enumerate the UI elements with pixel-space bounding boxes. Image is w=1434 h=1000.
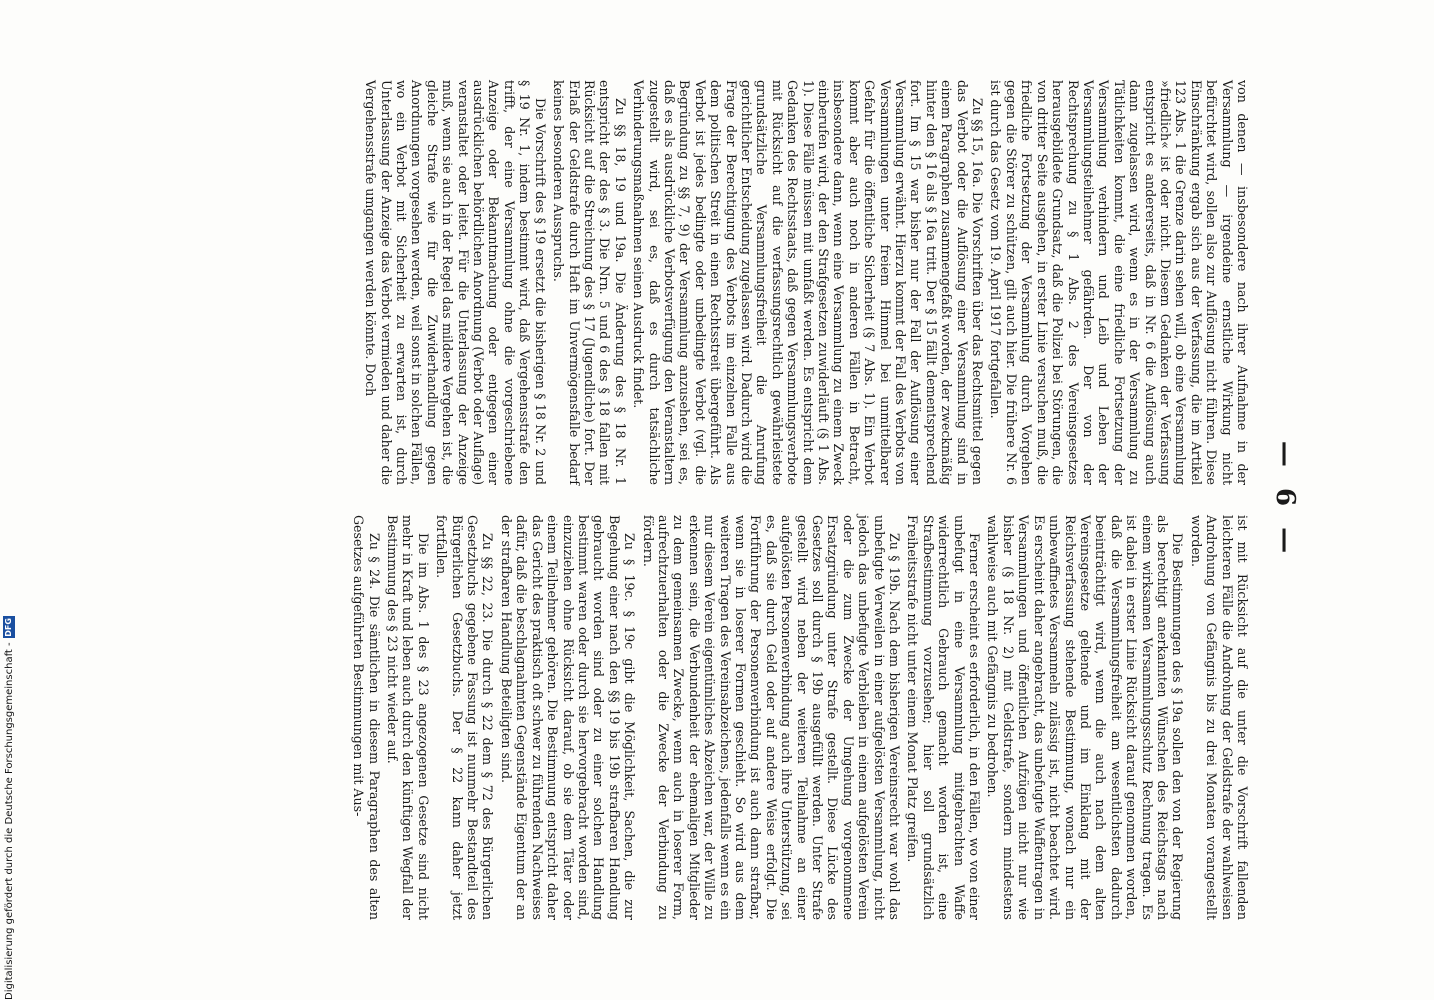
left-column [360, 80, 1250, 485]
dfg-logo: DFG [4, 618, 13, 637]
paragraph: Zu §§ 22, 23. Die durch § 22 dem § 72 des Bürgerlichen Gesetzbuchs gegebene Fassung ist nunmehr Bestandteil des Bürgerlichen Gesetzbuchs. Der § 22 kann daher jetzt fortfallen. [434, 515, 496, 920]
paragraph: Ferner erscheint es erforderlich, in den Fällen, wo von einer unbefugt in eine Versammlung mitgebrachten Waffe widerrechtlich Gebrauch gemacht worden ist, eine Strafbestimmung vorzusehen; hier soll grundsätzlich Freiheitsstrafe nicht unter einem Monat Platz greifen. [905, 515, 983, 920]
paragraph: Zu §§ 15, 16a. Die Vorschriften über das Rechtsmittel gegen das Verbot oder die Auflösung einer Versammlung sind in einem Paragraphen zusammengefaßt worden, der zweckmäßig hinter den § 16 als § 16a tritt. Der § 15 fällt dementsprechend fort. Im § 15 war bisher nur der Fall der Auflösung einer Versammlung erwähnt. Hierzu kommt der Fall des Verbots von Versammlungen unter freiem Himmel bei unmittelbarer Gefahr für die öffentliche Sicherheit (§ 7 Abs. 1). Ein Verbot kommt aber auch noch in anderen Fällen in Betracht, insbesondere dann, wenn eine Versammlung zu einem Zweck einberufen wird, der den Strafgesetzen zuwiderläuft (§ 1 Abs. 1). Diese Fälle müssen mit umfaßt werden. Es entspricht dem Gedanken des Rechtsstaats, daß gegen Versammlungsverbote mit Rücksicht auf die verfassungsrechtlich gewährleistete grundsätzliche Versammlungsfreiheit die Anrufung gerichtlicher Entscheidung zugelassen wird. Dadurch wird die Frage der Berechtigung des Verbots im einzelnen Falle aus dem politischen Streit in einen Rechtsstreit übergeführt. Als Verbot ist jedes bedingte oder unbedingte Verbot (vgl. die Begründung zu §§ 7, 9) der Versammlung anzusehen, sei es, daß es als ausdrückliche Verbotsverfügung den Veranstaltern zugestellt wird, sei es, daß es durch tatsächliche Verhinderungsmaßnahmen seinen Ausdruck findet. [631, 80, 986, 485]
paragraph: ist mit Rücksicht auf die unter die Vorschrift fallenden leichteren Fälle die Androhung der Geldstrafe der wahlweisen Androhung von Gefängnis bis zu drei Monaten vorangestellt worden. [1188, 515, 1250, 920]
footer-text: Digitalisierung gefördert durch die Deutsche Forschungsgemeinschaft - [3, 642, 15, 1000]
right-column [348, 515, 1250, 920]
rotated-document-page [160, 80, 1300, 920]
paragraph: Die Vorschrift des § 19 ersetzt die bisherigen § 18 Nr. 2 und § 19 Nr. 1, indem bestimmt wird, daß Vergehensstrafe den trifft, der eine Versammlung ohne die vorgeschriebene Anzeige oder Bekanntmachung oder entgegen einer ausdrücklichen behördlichen Anordnung (Verbot oder Auflage) veranstaltet oder leitet. Für die Unterlassung der Anzeige muß, wenn sie auch in der Regel das mildere Vergehen ist, die gleiche Strafe wie für die Zuwiderhandlung gegen Anordnungen vorgesehen werden, weil sonst in solchen Fällen, wo ein Verbot mit Sicherheit zu erwarten ist, durch Unterlassung der Anzeige das Verbot vermieden und daher die Vergehensstrafe umgangen werden könnte. Doch [363, 80, 548, 485]
page-number: — 6 — [1270, 440, 1300, 560]
digitization-footer [2, 610, 16, 1000]
paragraph: Zu § 24. Die sämtlichen in diesem Paragraphen des alten Gesetzes aufgeführten Bestimmungen mit Aus- [351, 515, 382, 920]
paragraph: Zu §§ 18, 19 und 19a. Die Änderung des § 18 Nr. 1 entspricht der des § 3. Die Nrn. 5 und 6 des § 18 fallen mit Rücksicht auf die Streichung des § 17 (Jugendliche) fort. Der Erlaß der Geldstrafe durch Haft im Unvermögensfalle bedarf keines besonderen Ausspruchs. [551, 80, 628, 485]
paragraph: Zu § 19c. § 19c gibt die Möglichkeit, Sachen, die zur Begehung einer nach den §§ 19 bis 19b strafbaren Handlung gebraucht worden sind oder zu einer solchen Handlung bestimmt waren oder durch sie hervorgebracht worden sind, einzuziehen ohne Rücksicht darauf, ob sie dem Täter oder einem Teilnehmer gehören. Die Bestimmung entspricht daher das Gericht des praktisch oft schwer zu führenden Nachweises dafür, daß die beschlagnahmten Gegenstände Eigentum der an der strafbaren Handlung Beteiligten sind. [498, 515, 638, 920]
paragraph: Die Bestimmungen des § 19a sollen den von der Regierung als berechtigt anerkannten Wünschen des Reichstags nach einem wirksamen Versammlungsschutz Rechnung tragen. Es ist dabei in erster Linie Rücksicht darauf genommen worden, daß die Versammlungsfreiheit am wesentlichsten dadurch beeinträchtigt wird, wenn die auch nach dem alten Vereinsgesetze geltende und im Einklang mit der Reichsverfassung stehende Bestimmung, wonach nur ein unbewaffnetes Versammeln zulässig ist, nicht beachtet wird. Es erscheint daher angebracht, das unbefugte Waffentragen in Versammlungen und öffentlichen Aufzügen nicht nur wie bisher (§ 18 Nr. 2) mit Geldstrafe, sondern mindestens wahlweise auch mit Gefängnis zu bedrohen. [985, 515, 1186, 920]
paragraph: Die im Abs. 1 des § 23 angezogenen Gesetze sind nicht mehr in Kraft und leben auch durch den künftigen Wegfall der Bestimmung des § 23 nicht wieder auf. [385, 515, 431, 920]
paragraph: von denen — insbesondere nach ihrer Aufnahme in der Versammlung — irgendeine ernstliche Wirkung nicht befürchtet wird, sollen also zur Auflösung nicht führen. Diese Einschränkung ergab sich aus der Verfassung, die im Artikel 123 Abs. 1 die Grenze darin sehen will, ob eine Versammlung »friedlich« ist oder nicht. Diesem Gedanken der Verfassung entspricht es andererseits, daß in Nr. 6 die Auflösung auch dann zugelassen wird, wenn es in der Versammlung zu Tätlichkeiten kommt, die eine friedliche Fortsetzung der Versammlung verhindern und Leib und Leben der Versammlungsteilnehmer gefährden. Der von der Rechtsprechung zu § 1 Abs. 2 des Vereinsgesetzes herausgebildete Grundsatz, daß die Polizei bei Störungen, die von dritter Seite ausgehen, in erster Linie versuchen muß, die friedliche Fortsetzung der Versammlung durch Vorgehen gegen die Störer zu schützen, gilt auch hier. Die frühere Nr. 6 ist durch das Gesetz vom 19. April 1917 fortgefallen. [988, 80, 1250, 485]
paragraph: Zu § 19b. Nach dem bisherigen Vereinsrecht war wohl das unbefugte Verweilen in einer aufgelösten Versammlung, nicht jedoch das unbefugte Verbleiben in einem aufgelösten Verein oder die zum Zwecke der Umgehung vorgenommene Ersatzgründung unter Strafe gestellt. Diese Lücke des Gesetzes soll durch § 19b ausgefüllt werden. Unter Strafe gestellt wird neben der weiteren Teilnahme an einer aufgelösten Personenverbindung auch ihre Unterstützung, sei es, daß sie durch Geld oder auf andere Weise erfolgt. Die Fortführung der Personenverbindung ist auch dann strafbar, wenn sie in loserer Formen geschieht. So wird aus dem weiteren Tragen des Vereinsabzeichens, jedenfalls wenn es ein nur diesem Verein eigentümliches Abzeichen war, der Wille zu erkennen sein, die Verbundenheit der ehemaligen Mitglieder zu dem gemeinsamen Zwecke, wenn auch in loserer Form, aufrechtzuerhalten oder die Zwecke der Verbindung zu fördern. [640, 515, 903, 920]
